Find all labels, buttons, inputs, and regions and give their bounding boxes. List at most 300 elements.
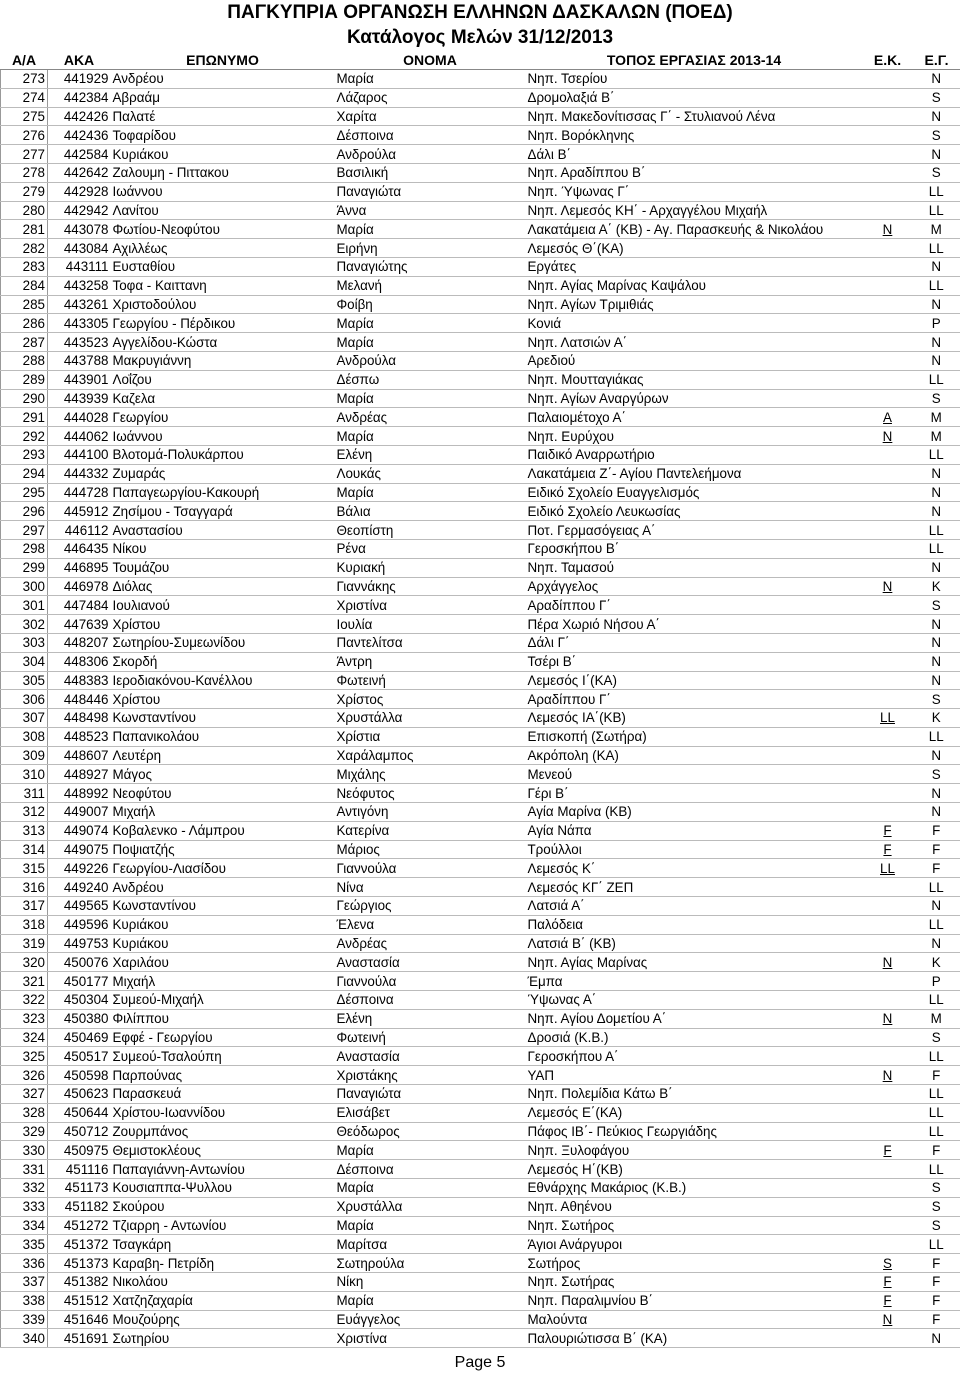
cell-aka: 451182	[48, 1197, 111, 1216]
table-row	[1, 389, 960, 408]
cell-name: Χριστίνα	[335, 596, 526, 615]
cell-aa: 280	[1, 201, 48, 220]
cell-aa: 338	[1, 1291, 48, 1310]
cell-workplace: Αγία Νάπα	[526, 821, 863, 840]
cell-name: Μαρία	[335, 314, 526, 333]
table-row	[1, 859, 960, 878]
cell-aa: 319	[1, 934, 48, 953]
cell-surname: Σωτηρίου-Συμεωνίδου	[111, 633, 335, 652]
cell-name: Ρένα	[335, 539, 526, 558]
table-row	[1, 1066, 960, 1085]
cell-name: Κατερίνα	[335, 821, 526, 840]
cell-aa: 312	[1, 803, 48, 822]
cell-aa: 311	[1, 784, 48, 803]
cell-eg: N	[913, 333, 960, 352]
cell-ek: F	[863, 840, 913, 859]
cell-aa: 282	[1, 239, 48, 258]
cell-aka: 451691	[48, 1329, 111, 1348]
cell-aa: 321	[1, 972, 48, 991]
cell-eg: P	[913, 972, 960, 991]
cell-surname: Μάγος	[111, 765, 335, 784]
cell-aa: 303	[1, 633, 48, 652]
cell-workplace: Λεμεσός Κ΄	[526, 859, 863, 878]
cell-name: Λάζαρος	[335, 88, 526, 107]
cell-aa: 286	[1, 314, 48, 333]
cell-ek: N	[863, 577, 913, 596]
cell-name: Χρυστάλλα	[335, 709, 526, 728]
cell-workplace: Νηπ. Τσερίου	[526, 70, 863, 89]
cell-ek	[863, 201, 913, 220]
cell-name: Ανδρούλα	[335, 145, 526, 164]
cell-ek	[863, 1235, 913, 1254]
cell-name: Χριστάκης	[335, 1066, 526, 1085]
cell-ek	[863, 239, 913, 258]
cell-eg: N	[913, 70, 960, 89]
table-row	[1, 145, 960, 164]
cell-ek: F	[863, 1141, 913, 1160]
cell-workplace: Λεμεσός ΚΓ΄ ΖΕΠ	[526, 878, 863, 897]
cell-workplace: Νηπ. Μουτταγιάκας	[526, 370, 863, 389]
table-row	[1, 915, 960, 934]
cell-name: Νίνα	[335, 878, 526, 897]
table-row	[1, 333, 960, 352]
cell-surname: Ζουρμπάνος	[111, 1122, 335, 1141]
cell-surname: Ποψιατζής	[111, 840, 335, 859]
table-row	[1, 577, 960, 596]
cell-surname: Χριστοδούλου	[111, 295, 335, 314]
cell-name: Ελένη	[335, 1009, 526, 1028]
cell-surname: Λευτέρη	[111, 746, 335, 765]
cell-ek	[863, 1329, 913, 1348]
cell-eg: F	[913, 859, 960, 878]
table-row	[1, 596, 960, 615]
cell-ek	[863, 276, 913, 295]
cell-eg: LL	[913, 276, 960, 295]
table-row	[1, 991, 960, 1010]
cell-surname: Ζαλουμη - Πιττακου	[111, 163, 335, 182]
cell-surname: Γεωργίου	[111, 408, 335, 427]
cell-ek	[863, 915, 913, 934]
cell-aka: 447639	[48, 615, 111, 634]
cell-aka: 449007	[48, 803, 111, 822]
cell-name: Παναγιώτα	[335, 182, 526, 201]
cell-ek: N	[863, 220, 913, 239]
cell-workplace: Επισκοπή (Σωτήρα)	[526, 727, 863, 746]
cell-aka: 448498	[48, 709, 111, 728]
cell-aka: 443901	[48, 370, 111, 389]
cell-name: Παντελίτσα	[335, 633, 526, 652]
cell-name: Μαρία	[335, 220, 526, 239]
table-row	[1, 257, 960, 276]
cell-surname: Χρίστου-Ιωαννίδου	[111, 1103, 335, 1122]
cell-aa: 289	[1, 370, 48, 389]
cell-surname: Μακρυγιάννη	[111, 351, 335, 370]
cell-aa: 337	[1, 1273, 48, 1292]
table-row	[1, 652, 960, 671]
cell-aa: 325	[1, 1047, 48, 1066]
table-row	[1, 163, 960, 182]
cell-name: Φωτεινή	[335, 671, 526, 690]
cell-eg: N	[913, 671, 960, 690]
cell-name: Θεοπίστη	[335, 521, 526, 540]
cell-aa: 305	[1, 671, 48, 690]
table-row	[1, 126, 960, 145]
cell-surname: Ιωάννου	[111, 427, 335, 446]
cell-aa: 304	[1, 652, 48, 671]
cell-eg: N	[913, 257, 960, 276]
cell-workplace: Νηπ. Λεμεσός ΚΗ΄ - Αρχαγγέλου Μιχαήλ	[526, 201, 863, 220]
cell-workplace: Νηπ. Ξυλοφάγου	[526, 1141, 863, 1160]
table-row	[1, 70, 960, 89]
cell-name: Ελένη	[335, 445, 526, 464]
table-row	[1, 1197, 960, 1216]
cell-name: Χρίστια	[335, 727, 526, 746]
cell-aa: 288	[1, 351, 48, 370]
cell-aa: 320	[1, 953, 48, 972]
cell-aa: 336	[1, 1254, 48, 1273]
cell-aka: 450598	[48, 1066, 111, 1085]
table-row	[1, 182, 960, 201]
cell-ek	[863, 257, 913, 276]
cell-aka: 451646	[48, 1310, 111, 1329]
cell-eg: N	[913, 615, 960, 634]
cell-aka: 450469	[48, 1028, 111, 1047]
cell-eg: N	[913, 746, 960, 765]
cell-workplace: Λεμεσός ΙΑ΄(ΚΒ)	[526, 709, 863, 728]
col-header-aka: ΑΚΑ	[48, 51, 111, 70]
cell-ek	[863, 690, 913, 709]
cell-workplace: Τρούλλοι	[526, 840, 863, 859]
cell-aa: 273	[1, 70, 48, 89]
cell-aa: 340	[1, 1329, 48, 1348]
cell-aka: 443111	[48, 257, 111, 276]
cell-eg: M	[913, 220, 960, 239]
table-row	[1, 1141, 960, 1160]
cell-name: Ειρήνη	[335, 239, 526, 258]
cell-eg: S	[913, 765, 960, 784]
cell-aa: 278	[1, 163, 48, 182]
cell-surname: Χαριλάου	[111, 953, 335, 972]
cell-surname: Παρπούνας	[111, 1066, 335, 1085]
cell-name: Μαρία	[335, 1291, 526, 1310]
cell-aka: 448607	[48, 746, 111, 765]
table-row	[1, 1122, 960, 1141]
cell-workplace: Λεμεσός Ε΄(ΚΑ)	[526, 1103, 863, 1122]
cell-surname: Ανδρέου	[111, 70, 335, 89]
cell-surname: Τοφα - Καιττανη	[111, 276, 335, 295]
cell-name: Δέσποινα	[335, 991, 526, 1010]
table-row	[1, 934, 960, 953]
cell-eg: F	[913, 1273, 960, 1292]
cell-workplace: Μενεού	[526, 765, 863, 784]
cell-eg: N	[913, 1329, 960, 1348]
cell-surname: Παρασκευά	[111, 1085, 335, 1104]
cell-surname: Ζυμαράς	[111, 464, 335, 483]
cell-aa: 332	[1, 1179, 48, 1198]
cell-surname: Γεωργίου-Λιασίδου	[111, 859, 335, 878]
cell-aka: 450644	[48, 1103, 111, 1122]
table-row	[1, 276, 960, 295]
cell-name: Αντιγόνη	[335, 803, 526, 822]
table-row	[1, 1235, 960, 1254]
table-row	[1, 821, 960, 840]
cell-name: Έλενα	[335, 915, 526, 934]
cell-surname: Φωτίου-Νεοφύτου	[111, 220, 335, 239]
cell-aka: 443258	[48, 276, 111, 295]
cell-eg: F	[913, 1291, 960, 1310]
cell-name: Αναστασία	[335, 953, 526, 972]
cell-ek	[863, 1028, 913, 1047]
cell-ek	[863, 803, 913, 822]
cell-name: Γεώργιος	[335, 897, 526, 916]
cell-name: Χριστίνα	[335, 1329, 526, 1348]
cell-surname: Παπανικολάου	[111, 727, 335, 746]
table-row	[1, 521, 960, 540]
cell-eg: F	[913, 821, 960, 840]
table-row	[1, 690, 960, 709]
table-row	[1, 633, 960, 652]
cell-workplace: Πέρα Χωριό Νήσου Α΄	[526, 615, 863, 634]
cell-name: Ανδρέας	[335, 408, 526, 427]
cell-eg: LL	[913, 1047, 960, 1066]
cell-ek: F	[863, 1273, 913, 1292]
cell-ek: S	[863, 1254, 913, 1273]
cell-aa: 307	[1, 709, 48, 728]
cell-workplace: Νηπ. Παραλιμνίου Β΄	[526, 1291, 863, 1310]
cell-workplace: Πάφος ΙΒ΄- Πεύκιος Γεωργιάδης	[526, 1122, 863, 1141]
cell-aka: 449226	[48, 859, 111, 878]
table-row	[1, 1160, 960, 1179]
cell-workplace: Αρεδιού	[526, 351, 863, 370]
cell-workplace: Νηπ. Σωτήρος	[526, 1216, 863, 1235]
cell-eg: F	[913, 840, 960, 859]
table-row	[1, 671, 960, 690]
cell-aa: 281	[1, 220, 48, 239]
cell-surname: Ιουλιανού	[111, 596, 335, 615]
cell-aka: 449596	[48, 915, 111, 934]
table-row	[1, 1291, 960, 1310]
cell-ek	[863, 1085, 913, 1104]
cell-aka: 442436	[48, 126, 111, 145]
cell-aka: 449075	[48, 840, 111, 859]
cell-aa: 302	[1, 615, 48, 634]
cell-surname: Κυριάκου	[111, 915, 335, 934]
cell-workplace: Τσέρι Β΄	[526, 652, 863, 671]
table-row	[1, 351, 960, 370]
cell-aka: 451372	[48, 1235, 111, 1254]
table-row	[1, 784, 960, 803]
cell-surname: Τζιαρρη - Αντωνίου	[111, 1216, 335, 1235]
cell-ek	[863, 88, 913, 107]
cell-eg: S	[913, 389, 960, 408]
cell-surname: Αγγελίδου-Κώστα	[111, 333, 335, 352]
cell-aa: 326	[1, 1066, 48, 1085]
cell-eg: K	[913, 577, 960, 596]
table-row	[1, 840, 960, 859]
table-row	[1, 878, 960, 897]
cell-workplace: Λεμεσός Ι΄(ΚΑ)	[526, 671, 863, 690]
table-row	[1, 972, 960, 991]
cell-workplace: Ακρόπολη (ΚΑ)	[526, 746, 863, 765]
cell-workplace: Παλαιομέτοχο Α΄	[526, 408, 863, 427]
cell-aka: 442384	[48, 88, 111, 107]
cell-surname: Ευσταθίου	[111, 257, 335, 276]
cell-surname: Νεοφύτου	[111, 784, 335, 803]
cell-surname: Λοΐζου	[111, 370, 335, 389]
cell-ek	[863, 596, 913, 615]
cell-eg: LL	[913, 991, 960, 1010]
cell-surname: Συμεού-Μιχαήλ	[111, 991, 335, 1010]
cell-ek	[863, 370, 913, 389]
cell-eg: LL	[913, 201, 960, 220]
cell-workplace: Νηπ. Αγίων Αναργύρων	[526, 389, 863, 408]
cell-ek	[863, 558, 913, 577]
col-header-workplace: ΤΟΠΟΣ ΕΡΓΑΣΙΑΣ 2013-14	[526, 51, 863, 70]
cell-eg: N	[913, 934, 960, 953]
cell-aa: 322	[1, 991, 48, 1010]
cell-eg: LL	[913, 1235, 960, 1254]
cell-ek	[863, 295, 913, 314]
cell-eg: S	[913, 163, 960, 182]
cell-name: Χρίστος	[335, 690, 526, 709]
cell-eg: M	[913, 427, 960, 446]
cell-eg: S	[913, 1179, 960, 1198]
cell-eg: LL	[913, 1085, 960, 1104]
cell-name: Ανδρέας	[335, 934, 526, 953]
cell-name: Γιαννούλα	[335, 859, 526, 878]
cell-eg: LL	[913, 1122, 960, 1141]
cell-ek	[863, 671, 913, 690]
table-row	[1, 483, 960, 502]
cell-aa: 284	[1, 276, 48, 295]
cell-aka: 444332	[48, 464, 111, 483]
cell-ek: F	[863, 1291, 913, 1310]
cell-workplace: Νηπ. Λατσιών Α΄	[526, 333, 863, 352]
cell-surname: Σωτηρίου	[111, 1329, 335, 1348]
table-row	[1, 445, 960, 464]
cell-surname: Χατζηζαχαρία	[111, 1291, 335, 1310]
cell-aa: 290	[1, 389, 48, 408]
cell-aa: 279	[1, 182, 48, 201]
cell-surname: Αχιλλέως	[111, 239, 335, 258]
cell-eg: LL	[913, 1160, 960, 1179]
cell-ek	[863, 1197, 913, 1216]
cell-surname: Μουζούρης	[111, 1310, 335, 1329]
document-title: ΠΑΓΚΥΠΡΙΑ ΟΡΓΑΝΩΣΗ ΕΛΛΗΝΩΝ ΔΑΣΚΑΛΩΝ (ΠΟΕΔ)	[227, 2, 733, 23]
col-header-aa: Α/Α	[1, 51, 48, 70]
table-row	[1, 1254, 960, 1273]
table-row	[1, 427, 960, 446]
cell-surname: Σκορδή	[111, 652, 335, 671]
cell-aka: 451373	[48, 1254, 111, 1273]
cell-eg: LL	[913, 182, 960, 201]
cell-ek	[863, 445, 913, 464]
cell-workplace: Γεροσκήπου Α΄	[526, 1047, 863, 1066]
table-row	[1, 558, 960, 577]
cell-workplace: Μαλούντα	[526, 1310, 863, 1329]
cell-name: Άννα	[335, 201, 526, 220]
table-row	[1, 1329, 960, 1348]
cell-aka: 449753	[48, 934, 111, 953]
cell-aa: 316	[1, 878, 48, 897]
cell-aa: 314	[1, 840, 48, 859]
cell-eg: LL	[913, 445, 960, 464]
cell-aa: 310	[1, 765, 48, 784]
cell-aka: 444028	[48, 408, 111, 427]
cell-aa: 329	[1, 1122, 48, 1141]
table-row	[1, 709, 960, 728]
cell-surname: Κουσιαππα-Ψυλλου	[111, 1179, 335, 1198]
cell-name: Σωτηρούλα	[335, 1254, 526, 1273]
cell-ek	[863, 483, 913, 502]
cell-eg: S	[913, 596, 960, 615]
cell-surname: Ανδρέου	[111, 878, 335, 897]
cell-eg: F	[913, 1066, 960, 1085]
cell-surname: Τοφαρίδου	[111, 126, 335, 145]
table-row	[1, 464, 960, 483]
cell-aka: 446895	[48, 558, 111, 577]
cell-eg: N	[913, 145, 960, 164]
cell-aa: 335	[1, 1235, 48, 1254]
cell-aka: 447484	[48, 596, 111, 615]
table-row	[1, 539, 960, 558]
cell-surname: Διόλας	[111, 577, 335, 596]
cell-ek	[863, 464, 913, 483]
cell-workplace: Δάλι Β΄	[526, 145, 863, 164]
cell-name: Μελανή	[335, 276, 526, 295]
cell-name: Μαρία	[335, 389, 526, 408]
cell-ek	[863, 351, 913, 370]
cell-workplace: Ειδικό Σχολείο Λευκωσίας	[526, 502, 863, 521]
cell-aka: 451272	[48, 1216, 111, 1235]
cell-workplace: Κονιά	[526, 314, 863, 333]
cell-name: Χαράλαμπος	[335, 746, 526, 765]
cell-aka: 444062	[48, 427, 111, 446]
cell-eg: K	[913, 953, 960, 972]
cell-aa: 276	[1, 126, 48, 145]
cell-eg: S	[913, 1197, 960, 1216]
table-row	[1, 408, 960, 427]
cell-surname: Εφφέ - Γεωργίου	[111, 1028, 335, 1047]
cell-workplace: Σωτήρος	[526, 1254, 863, 1273]
cell-name: Παναγιώτα	[335, 1085, 526, 1104]
cell-ek	[863, 107, 913, 126]
cell-ek	[863, 652, 913, 671]
cell-name: Ελισάβετ	[335, 1103, 526, 1122]
cell-surname: Βλοτομά-Πολυκάρπου	[111, 445, 335, 464]
cell-aka: 443939	[48, 389, 111, 408]
cell-aa: 283	[1, 257, 48, 276]
cell-eg: LL	[913, 239, 960, 258]
table-row	[1, 502, 960, 521]
cell-workplace: Δροσιά (Κ.Β.)	[526, 1028, 863, 1047]
cell-ek: LL	[863, 859, 913, 878]
cell-aka: 451173	[48, 1179, 111, 1198]
cell-name: Δέσποινα	[335, 1160, 526, 1179]
cell-name: Γιαννούλα	[335, 972, 526, 991]
table-row	[1, 1085, 960, 1104]
cell-name: Μαρία	[335, 1216, 526, 1235]
table-row	[1, 803, 960, 822]
cell-name: Νεόφυτος	[335, 784, 526, 803]
cell-workplace: Λεμεσός Θ΄(ΚΑ)	[526, 239, 863, 258]
cell-eg: LL	[913, 539, 960, 558]
cell-aka: 448383	[48, 671, 111, 690]
cell-aa: 317	[1, 897, 48, 916]
cell-eg: LL	[913, 878, 960, 897]
table-row	[1, 370, 960, 389]
document-subtitle: Κατάλογος Μελών 31/12/2013	[346, 27, 614, 48]
